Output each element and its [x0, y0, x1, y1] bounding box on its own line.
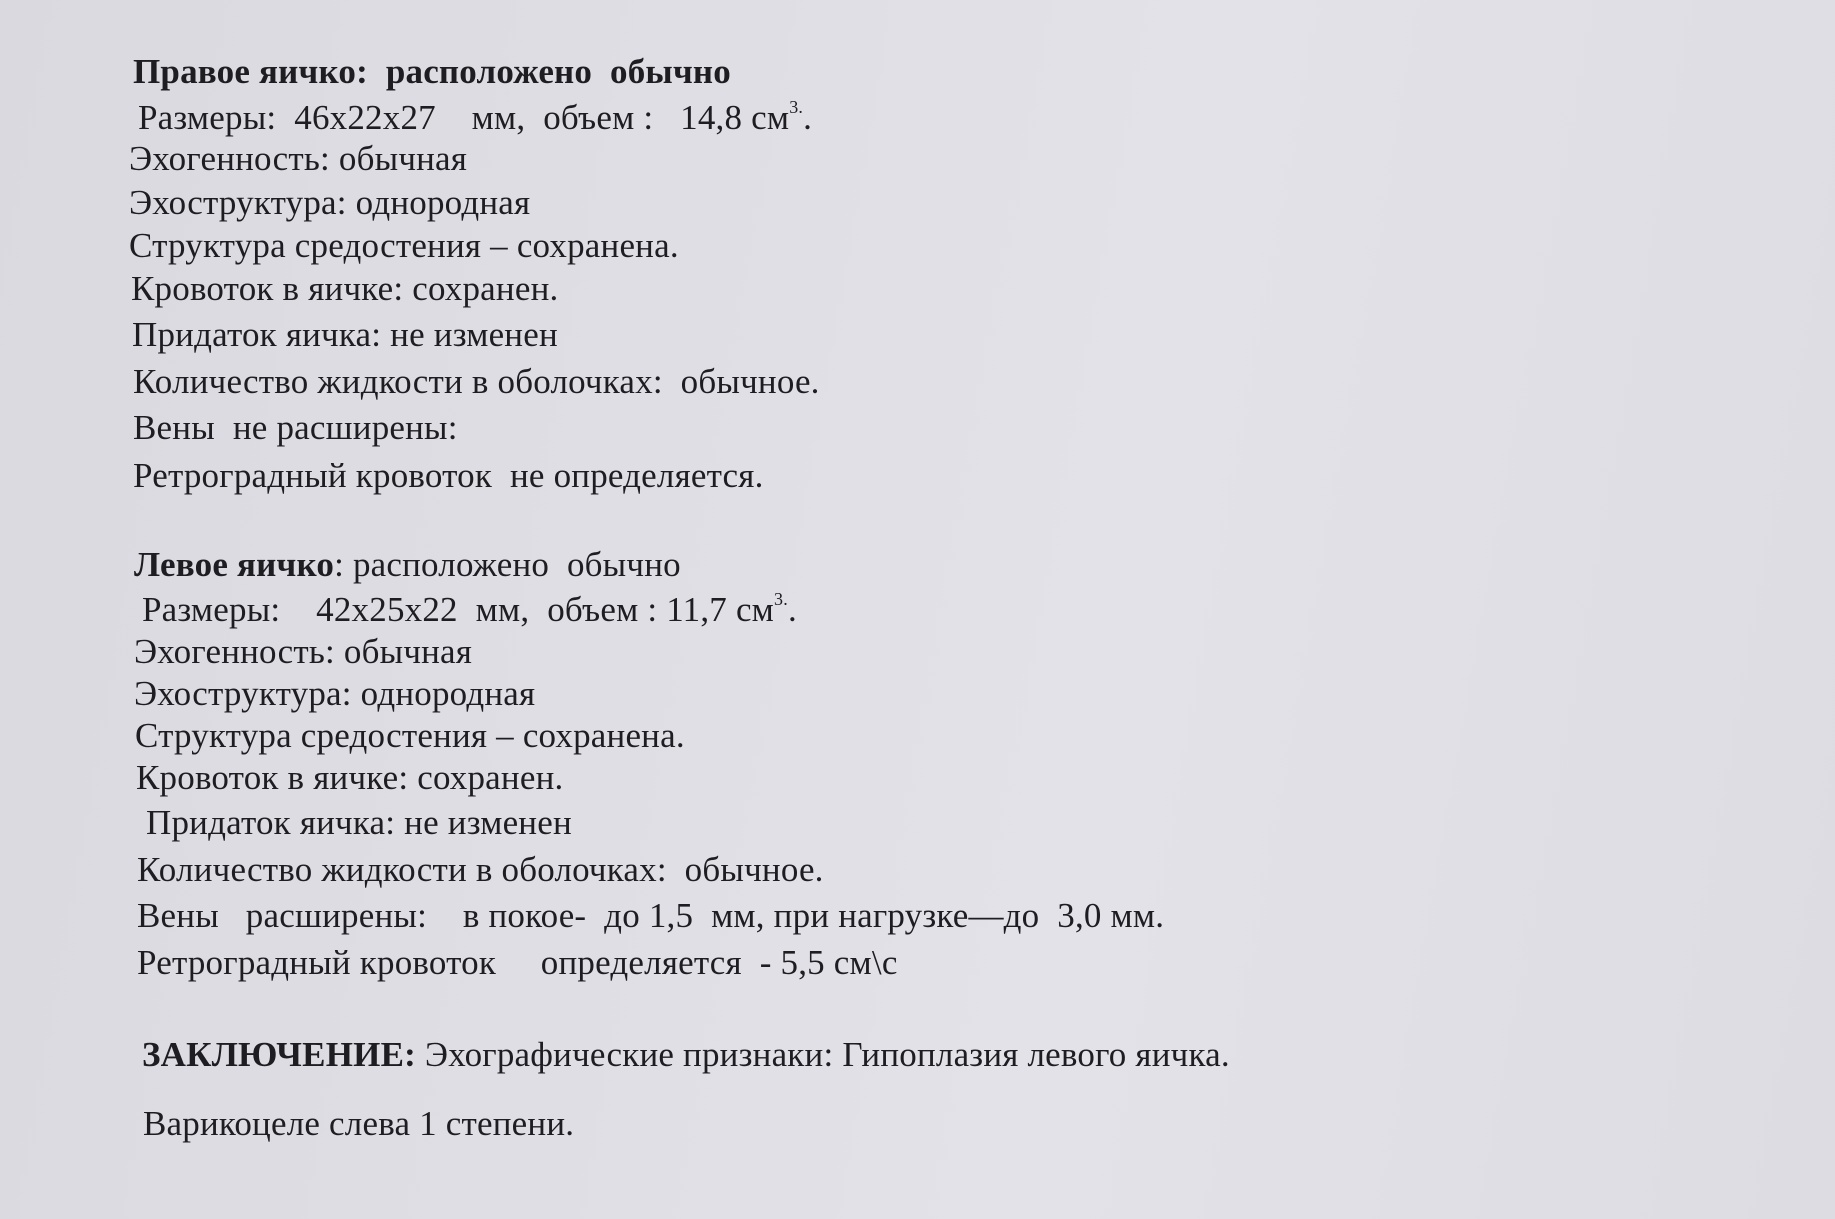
conclusion-label: ЗАКЛЮЧЕНИЕ:	[142, 1035, 416, 1074]
left-testis-heading-label: Левое яичко	[134, 545, 335, 584]
left-testis-blood-flow: Кровоток в яичке: сохранен.	[136, 758, 564, 797]
left-testis-retrograde: Ретроградный кровоток определяется - 5,5 см\с	[137, 943, 898, 982]
left-testis-mediastinum: Структура средостения – сохранена.	[135, 716, 685, 755]
left-testis-echostructure: Эхоструктура: однородная	[134, 674, 536, 713]
right-testis-size-sup: 3.	[789, 97, 804, 117]
right-testis-fluid: Количество жидкости в оболочках: обычное.	[133, 362, 820, 401]
left-testis-echogenicity: Эхогенность: обычная	[134, 632, 473, 671]
right-testis-veins: Вены не расширены:	[133, 408, 458, 447]
left-testis-size	[142, 590, 797, 630]
left-testis-veins: Вены расширены: в покое- до 1,5 мм, при нагрузке—до 3,0 мм.	[137, 896, 1165, 935]
conclusion	[142, 1035, 1230, 1075]
right-testis-retrograde: Ретроградный кровоток не определяется.	[133, 456, 764, 495]
left-testis-size-text: Размеры: 42х25х22 мм, объем : 11,7 см	[142, 590, 775, 629]
right-testis-size-text: Размеры: 46х22х27 мм, объем : 14,8 см	[138, 98, 790, 137]
left-testis-epididymis: Придаток яичка: не изменен	[146, 803, 572, 842]
left-testis-size-end: .	[787, 590, 797, 629]
left-testis-fluid: Количество жидкости в оболочках: обычное.	[137, 850, 824, 889]
right-testis-echogenicity: Эхогенность: обычная	[129, 139, 468, 178]
left-testis-size-sup: 3.	[774, 589, 788, 609]
right-testis-heading-value: расположено обычно	[367, 52, 731, 91]
right-testis-blood-flow: Кровоток в яичке: сохранен.	[131, 269, 559, 308]
right-testis-heading-label: Правое яичко:	[133, 52, 368, 91]
right-testis-size-end: .	[803, 98, 813, 137]
right-testis-size	[138, 98, 812, 138]
right-testis-heading	[133, 52, 731, 92]
conclusion-second-line: Варикоцеле слева 1 степени.	[143, 1104, 575, 1143]
conclusion-text: Эхографические признаки: Гипоплазия левого яичка.	[415, 1035, 1230, 1074]
right-testis-epididymis: Придаток яичка: не изменен	[132, 315, 558, 354]
right-testis-echostructure: Эхоструктура: однородная	[129, 183, 531, 222]
right-testis-mediastinum: Структура средостения – сохранена.	[129, 226, 679, 265]
left-testis-heading-value: : расположено обычно	[334, 545, 681, 584]
left-testis-heading	[134, 545, 681, 585]
